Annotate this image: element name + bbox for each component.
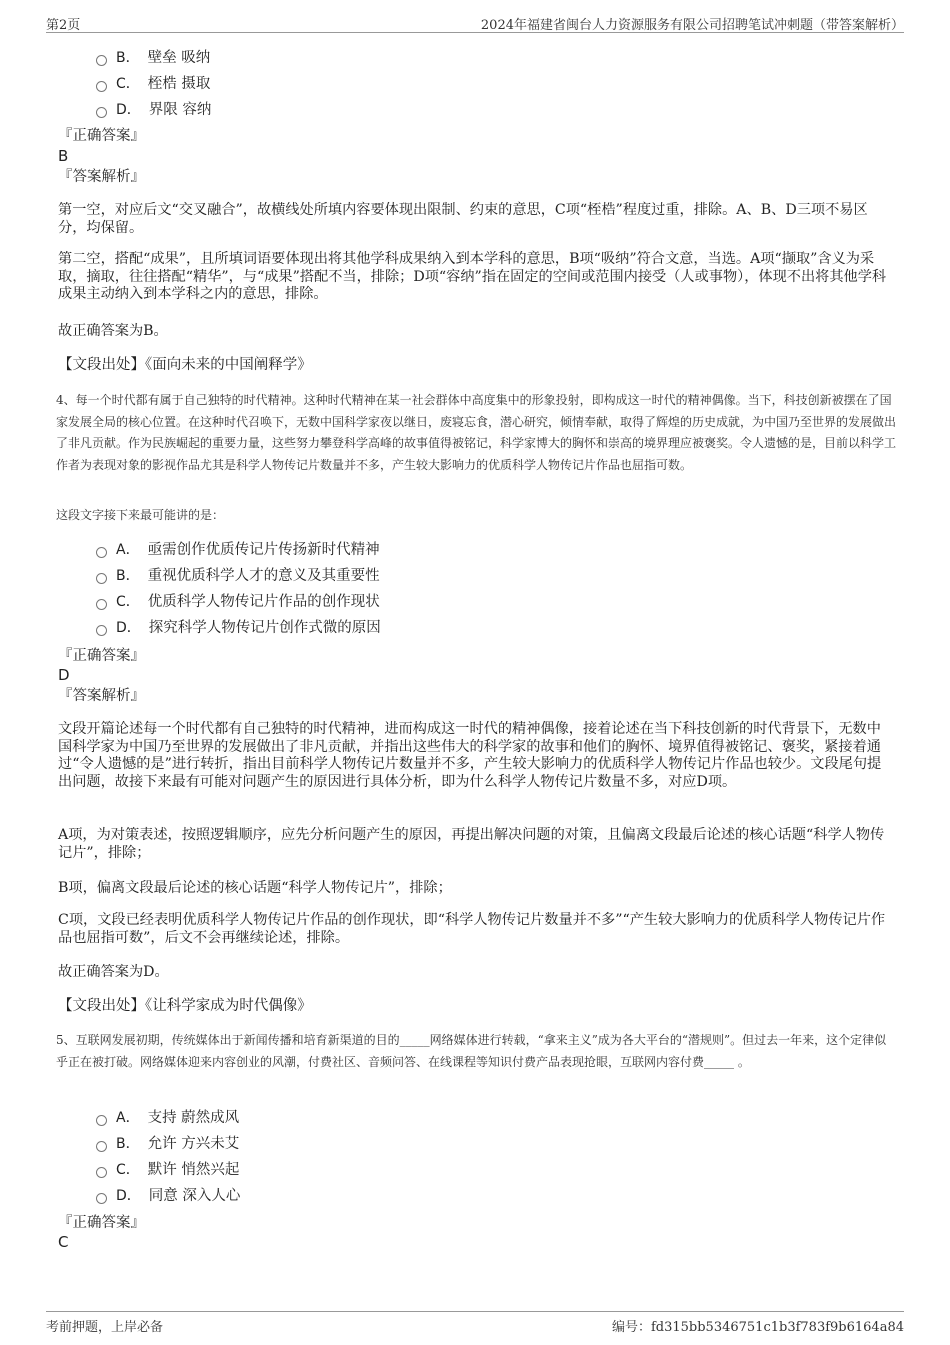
page-footer <box>46 1311 904 1334</box>
source-citation: 【文段出处】《让科学家成为时代偶像》 <box>58 998 312 1014</box>
q3-option-d[interactable]: D． 界限 容纳 <box>96 100 211 120</box>
question-prompt: 这段文字接下来最可能讲的是： <box>56 508 225 522</box>
page-number: 第2页 <box>46 18 81 33</box>
radio-icon[interactable] <box>96 55 107 66</box>
radio-icon[interactable] <box>96 573 107 584</box>
radio-icon[interactable] <box>96 547 107 558</box>
q4-option-b[interactable]: B． 重视优质科学人才的意义及其重要性 <box>96 566 380 586</box>
q3-option-c[interactable]: C． 桎梏 摄取 <box>96 74 210 94</box>
q4-option-c[interactable]: C． 优质科学人物传记片作品的创作现状 <box>96 592 380 612</box>
radio-icon[interactable] <box>96 599 107 610</box>
source-citation: 【文段出处】《面向未来的中国阐释学》 <box>58 357 312 373</box>
radio-icon[interactable] <box>96 625 107 636</box>
analysis-paragraph: B项，偏离文段最后论述的核心话题“科学人物传记片”，排除； <box>58 880 452 896</box>
correct-answer-label: 『正确答案』 <box>58 128 145 144</box>
analysis-paragraph: A项，为对策表述，按照逻辑顺序，应先分析问题产生的原因，再提出解决问题的对策，且偏离文段最后论述的核心话题“科学人物传记片”，排除； <box>58 827 885 861</box>
radio-icon[interactable] <box>96 81 107 92</box>
q5-option-a[interactable]: A． 支持 蔚然成风 <box>96 1108 239 1128</box>
radio-icon[interactable] <box>96 1115 107 1126</box>
analysis-conclusion: 故正确答案为B。 <box>58 323 168 339</box>
document-id: 编号：fd315bb5346751c1b3f783f9b6164a84 <box>611 1320 904 1335</box>
correct-answer-label: 『正确答案』 <box>58 648 145 664</box>
analysis-label: 『答案解析』 <box>58 688 145 704</box>
analysis-conclusion: 故正确答案为D。 <box>58 964 169 980</box>
question-stem: 5、互联网发展初期，传统媒体出于新闻传播和培育新渠道的目的_____网络媒体进行转载，“拿来主义”成为各大平台的“潜规则”。但过去一年来，这个定律似乎正在被打破。网络媒体迎来内容创业的风潮，付费社区、音频问答、在线课程等知识付费产品表现抢眼，互联网内容付费_____ 。 <box>56 1033 887 1069</box>
q5-option-d[interactable]: D． 同意 深入人心 <box>96 1186 240 1206</box>
q4-option-d[interactable]: D． 探究科学人物传记片创作式微的原因 <box>96 618 381 638</box>
radio-icon[interactable] <box>96 1193 107 1204</box>
analysis-paragraph: 文段开篇论述每一个时代都有自己独特的时代精神，进而构成这一时代的精神偶像，接着论述在当下科技创新的时代背景下，无数中国科学家为中国乃至世界的发展做出了非凡贡献，并指出这些伟大的科学家的故事和他们的胸怀、境界值得被铭记、褒奖，紧接着通过“令人遗憾的是”进行转折，指出目前科学人物传记片数量并不多，产生较大影响力的优质科学人物传记片作品也较少。文段尾句提出问题，故接下来最有可能对问题产生的原因进行具体分析，即为什么科学人物传记片数量不多，对应D项。 <box>58 721 882 790</box>
correct-answer-label: 『正确答案』 <box>58 1215 145 1231</box>
analysis-paragraph: 第二空，搭配“成果”，且所填词语要体现出将其他学科成果纳入到本学科的意思，B项“吸纳”符合文意，当选。A项“撷取”含义为采取，摘取，往往搭配“精华”，与“成果”搭配不当，排除；D项“容纳”指在固定的空间或范围内接受（人或事物），体现不出将其他学科成果主动纳入到本学科之内的意思，排除。 <box>58 251 887 302</box>
q5-option-c[interactable]: C． 默许 悄然兴起 <box>96 1160 239 1180</box>
analysis-paragraph: 第一空，对应后文“交叉融合”，故横线处所填内容要体现出限制、约束的意思，C项“桎梏”程度过重，排除。A、B、D三项不易区分，均保留。 <box>58 202 868 236</box>
question-stem: 4、每一个时代都有属于自己独特的时代精神。这种时代精神在某一社会群体中高度集中的形象投射，即构成这一时代的精神偶像。当下，科技创新被摆在了国家发展全局的核心位置。在这种时代召唤下，无数中国科学家夜以继日，废寝忘食，潜心研究，倾情奉献，取得了辉煌的历史成就，为中国乃至世界的发展做出了非凡贡献。作为民族崛起的重要力量，这些努力攀登科学高峰的故事值得被铭记，科学家博大的胸怀和崇高的境界理应被褒奖。令人遗憾的是，目前以科学工作者为表现对象的影视作品尤其是科学人物传记片数量并不多，产生较大影响力的优质科学人物传记片作品也屈指可数。 <box>56 393 897 472</box>
correct-answer-value: C <box>58 1233 69 1251</box>
q4-option-a[interactable]: A． 亟需创作优质传记片传扬新时代精神 <box>96 540 380 560</box>
radio-icon[interactable] <box>96 107 107 118</box>
radio-icon[interactable] <box>96 1141 107 1152</box>
correct-answer-value: B <box>58 147 69 165</box>
document-title: 2024年福建省闽台人力资源服务有限公司招聘笔试冲刺题（带答案解析） <box>480 18 904 33</box>
analysis-paragraph: C项，文段已经表明优质科学人物传记片作品的创作现状，即“科学人物传记片数量并不多”“产生较大影响力的优质科学人物传记片作品也屈指可数”，后文不会再继续论述，排除。 <box>58 912 886 946</box>
q3-option-b[interactable]: B． 壁垒 吸纳 <box>96 48 210 68</box>
footer-slogan: 考前押题，上岸必备 <box>46 1320 164 1335</box>
q5-option-b[interactable]: B． 允许 方兴未艾 <box>96 1134 239 1154</box>
correct-answer-value: D <box>58 666 70 684</box>
analysis-label: 『答案解析』 <box>58 169 145 185</box>
radio-icon[interactable] <box>96 1167 107 1178</box>
page-header <box>46 12 904 33</box>
